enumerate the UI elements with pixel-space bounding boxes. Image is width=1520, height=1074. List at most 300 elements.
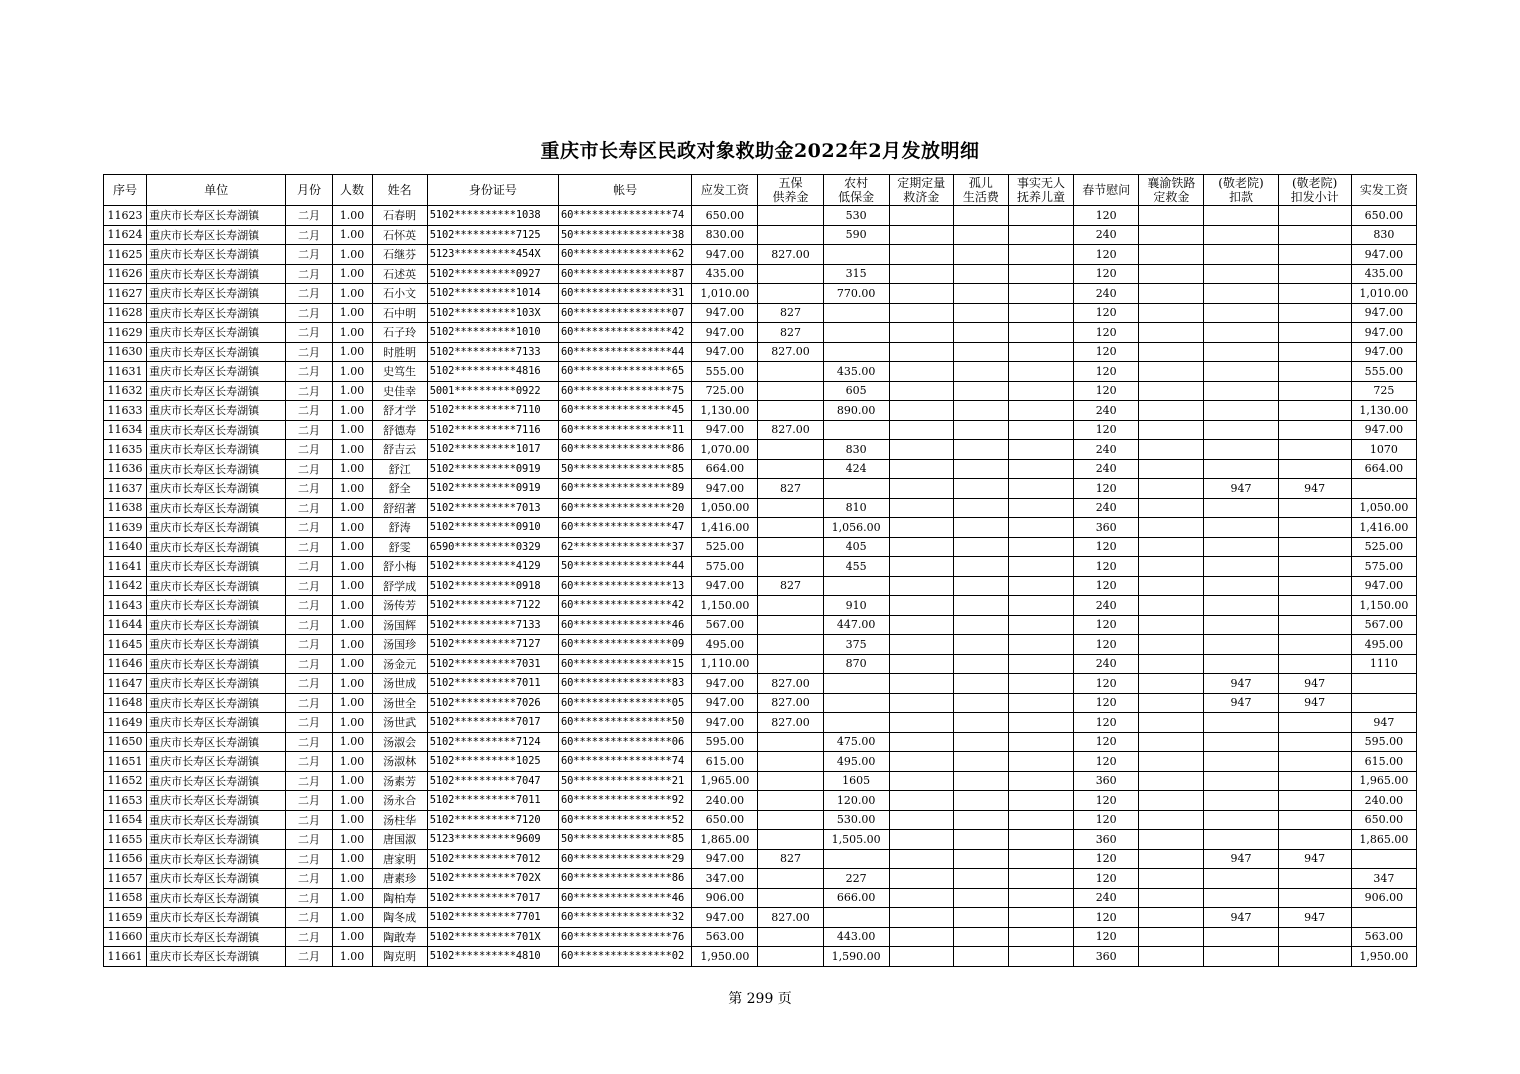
table-cell: 1,070.00 <box>692 440 758 460</box>
table-cell: 11638 <box>104 498 147 518</box>
table-cell <box>1008 342 1073 362</box>
table-cell: 827.00 <box>758 674 823 694</box>
table-cell: 1.00 <box>332 888 372 908</box>
table-cell: 11635 <box>104 440 147 460</box>
column-header <box>104 175 147 206</box>
table-cell <box>1204 420 1278 440</box>
table-cell: 1.00 <box>332 342 372 362</box>
table-cell: 1.00 <box>332 869 372 889</box>
table-cell: 60****************44 <box>559 342 692 362</box>
table-cell: 664.00 <box>692 459 758 479</box>
table-cell <box>1278 752 1351 772</box>
table-cell: 二月 <box>286 264 332 284</box>
table-cell <box>1278 869 1351 889</box>
table-cell <box>1139 459 1204 479</box>
table-cell <box>1204 362 1278 382</box>
table-cell <box>1139 245 1204 265</box>
table-cell: 60****************89 <box>559 479 692 499</box>
column-header-text: 襄渝铁路 <box>1147 176 1196 190</box>
table-cell <box>953 927 1008 947</box>
table-cell: 5102**********1010 <box>427 323 558 343</box>
table-cell <box>1204 752 1278 772</box>
table-cell: 947.00 <box>692 342 758 362</box>
column-header-text: 春节慰问 <box>1082 183 1131 197</box>
table-cell: 947.00 <box>1351 576 1416 596</box>
table-cell: 827.00 <box>758 908 823 928</box>
table-cell: 5001**********0922 <box>427 381 558 401</box>
table-cell <box>1204 537 1278 557</box>
table-cell <box>1008 245 1073 265</box>
table-cell: 1,865.00 <box>692 830 758 850</box>
table-cell: 11627 <box>104 284 147 304</box>
table-cell <box>953 420 1008 440</box>
column-header <box>692 175 758 206</box>
table-row <box>104 635 1417 655</box>
table-cell <box>953 245 1008 265</box>
table-cell: 1,010.00 <box>692 284 758 304</box>
table-cell: 二月 <box>286 459 332 479</box>
table-cell: 二月 <box>286 381 332 401</box>
table-cell: 1,150.00 <box>1351 596 1416 616</box>
table-cell: 60****************74 <box>559 752 692 772</box>
table-cell: 830 <box>1351 225 1416 245</box>
table-cell: 二月 <box>286 771 332 791</box>
table-cell: 5102**********7124 <box>427 732 558 752</box>
table-cell <box>1204 615 1278 635</box>
table-cell <box>1204 654 1278 674</box>
table-cell <box>1139 576 1204 596</box>
table-cell <box>1008 927 1073 947</box>
column-header-text: 姓名 <box>387 183 412 197</box>
table-cell <box>889 479 953 499</box>
table-cell <box>1278 596 1351 616</box>
table-cell <box>758 810 823 830</box>
table-cell: 50****************21 <box>559 771 692 791</box>
table-cell: 947 <box>1278 479 1351 499</box>
table-cell: 725.00 <box>692 381 758 401</box>
table-cell <box>1008 849 1073 869</box>
table-cell: 60****************86 <box>559 440 692 460</box>
table-cell: 5102**********7127 <box>427 635 558 655</box>
column-header <box>286 175 332 206</box>
table-cell <box>889 459 953 479</box>
table-cell: 563.00 <box>1351 927 1416 947</box>
table-cell <box>1139 771 1204 791</box>
table-cell: 陶柏寿 <box>372 888 427 908</box>
table-cell <box>889 947 953 967</box>
table-cell: 史佳幸 <box>372 381 427 401</box>
table-cell: 11640 <box>104 537 147 557</box>
table-cell: 重庆市长寿区长寿湖镇 <box>147 284 286 304</box>
table-cell: 时胜明 <box>372 342 427 362</box>
table-cell <box>1278 440 1351 460</box>
table-cell: 947.00 <box>692 420 758 440</box>
table-cell: 二月 <box>286 693 332 713</box>
table-cell: 120.00 <box>823 791 889 811</box>
table-cell: 二月 <box>286 791 332 811</box>
table-cell <box>1008 264 1073 284</box>
table-cell: 947.00 <box>692 908 758 928</box>
table-cell: 455 <box>823 557 889 577</box>
table-cell: 770.00 <box>823 284 889 304</box>
table-cell: 二月 <box>286 888 332 908</box>
table-cell: 舒德寿 <box>372 420 427 440</box>
table-cell: 5102**********103X <box>427 303 558 323</box>
table-cell: 1.00 <box>332 615 372 635</box>
table-cell: 二月 <box>286 713 332 733</box>
column-header-text: 扣发小计 <box>1290 190 1339 204</box>
table-cell <box>889 791 953 811</box>
column-header-text: 农村 <box>844 176 869 190</box>
table-cell: 5102**********0919 <box>427 479 558 499</box>
table-cell <box>1278 206 1351 226</box>
table-cell <box>758 791 823 811</box>
table-cell: 947 <box>1278 908 1351 928</box>
table-cell <box>1139 654 1204 674</box>
table-cell <box>1008 303 1073 323</box>
table-cell: 1,965.00 <box>1351 771 1416 791</box>
column-header <box>1008 175 1073 206</box>
table-cell: 120 <box>1074 791 1139 811</box>
table-row <box>104 284 1417 304</box>
table-cell: 1,416.00 <box>692 518 758 538</box>
table-cell <box>953 323 1008 343</box>
table-cell <box>758 459 823 479</box>
table-cell: 重庆市长寿区长寿湖镇 <box>147 518 286 538</box>
table-cell <box>758 206 823 226</box>
table-cell: 120 <box>1074 869 1139 889</box>
table-cell: 60****************42 <box>559 596 692 616</box>
table-cell: 120 <box>1074 849 1139 869</box>
table-cell: 石春明 <box>372 206 427 226</box>
table-cell: 60****************06 <box>559 732 692 752</box>
table-cell <box>1278 245 1351 265</box>
table-cell: 120 <box>1074 342 1139 362</box>
table-cell: 1.00 <box>332 518 372 538</box>
table-cell: 525.00 <box>1351 537 1416 557</box>
table-cell <box>889 908 953 928</box>
table-cell: 650.00 <box>1351 810 1416 830</box>
table-cell: 947.00 <box>692 303 758 323</box>
table-cell <box>1204 596 1278 616</box>
table-cell <box>1008 440 1073 460</box>
table-cell <box>1204 225 1278 245</box>
table-cell: 947.00 <box>1351 245 1416 265</box>
table-cell: 347.00 <box>692 869 758 889</box>
table-cell <box>953 576 1008 596</box>
table-row <box>104 401 1417 421</box>
table-cell: 1,505.00 <box>823 830 889 850</box>
table-cell <box>1204 869 1278 889</box>
table-cell <box>1008 674 1073 694</box>
table-cell: 石小文 <box>372 284 427 304</box>
table-cell <box>823 323 889 343</box>
table-row <box>104 381 1417 401</box>
table-cell: 60****************52 <box>559 810 692 830</box>
table-row <box>104 596 1417 616</box>
table-cell <box>823 908 889 928</box>
table-cell: 830 <box>823 440 889 460</box>
table-cell: 5102**********7011 <box>427 674 558 694</box>
table-cell <box>1008 323 1073 343</box>
table-cell <box>1139 869 1204 889</box>
table-cell: 舒绍著 <box>372 498 427 518</box>
table-cell <box>889 771 953 791</box>
table-cell <box>1139 479 1204 499</box>
table-cell: 1,110.00 <box>692 654 758 674</box>
relief-payment-table <box>103 174 1417 967</box>
table-cell: 563.00 <box>692 927 758 947</box>
table-cell <box>758 518 823 538</box>
table-cell <box>1139 927 1204 947</box>
table-cell: 二月 <box>286 596 332 616</box>
table-cell: 5102**********7017 <box>427 713 558 733</box>
table-cell: 11630 <box>104 342 147 362</box>
table-cell <box>1278 264 1351 284</box>
table-cell: 240 <box>1074 284 1139 304</box>
table-cell: 906.00 <box>1351 888 1416 908</box>
table-cell <box>1139 537 1204 557</box>
table-cell: 555.00 <box>1351 362 1416 382</box>
table-cell: 890.00 <box>823 401 889 421</box>
table-cell: 1.00 <box>332 245 372 265</box>
table-cell: 447.00 <box>823 615 889 635</box>
column-header <box>332 175 372 206</box>
table-cell: 947.00 <box>1351 303 1416 323</box>
table-cell <box>823 576 889 596</box>
table-cell <box>1278 771 1351 791</box>
column-header <box>1278 175 1351 206</box>
table-cell: 1.00 <box>332 401 372 421</box>
table-cell: 827 <box>758 303 823 323</box>
table-cell: 重庆市长寿区长寿湖镇 <box>147 342 286 362</box>
table-cell: 360 <box>1074 518 1139 538</box>
table-cell: 11651 <box>104 752 147 772</box>
table-cell: 1,416.00 <box>1351 518 1416 538</box>
table-cell: 11646 <box>104 654 147 674</box>
table-cell: 60****************11 <box>559 420 692 440</box>
table-cell: 947 <box>1204 849 1278 869</box>
table-cell: 60****************13 <box>559 576 692 596</box>
table-cell <box>823 420 889 440</box>
table-row <box>104 537 1417 557</box>
table-cell: 947 <box>1204 674 1278 694</box>
table-cell: 舒小梅 <box>372 557 427 577</box>
table-cell: 舒江 <box>372 459 427 479</box>
table-cell: 424 <box>823 459 889 479</box>
table-cell: 947.00 <box>1351 323 1416 343</box>
table-cell: 重庆市长寿区长寿湖镇 <box>147 927 286 947</box>
column-header <box>1139 175 1204 206</box>
table-cell <box>1204 284 1278 304</box>
table-cell: 827 <box>758 576 823 596</box>
table-cell: 1.00 <box>332 596 372 616</box>
table-cell <box>953 401 1008 421</box>
table-cell <box>953 635 1008 655</box>
table-cell <box>1008 381 1073 401</box>
table-cell: 664.00 <box>1351 459 1416 479</box>
table-cell: 11636 <box>104 459 147 479</box>
table-cell: 910 <box>823 596 889 616</box>
table-cell: 重庆市长寿区长寿湖镇 <box>147 615 286 635</box>
table-cell: 汤永合 <box>372 791 427 811</box>
table-cell: 567.00 <box>692 615 758 635</box>
table-cell: 5102**********701X <box>427 927 558 947</box>
table-cell <box>1139 635 1204 655</box>
table-cell <box>758 771 823 791</box>
table-cell: 530 <box>823 206 889 226</box>
table-cell: 120 <box>1074 557 1139 577</box>
table-cell <box>1278 498 1351 518</box>
table-cell: 947 <box>1204 693 1278 713</box>
table-cell <box>1008 908 1073 928</box>
table-cell <box>889 635 953 655</box>
table-cell: 120 <box>1074 927 1139 947</box>
table-cell: 60****************05 <box>559 693 692 713</box>
table-cell: 1.00 <box>332 576 372 596</box>
table-cell: 11649 <box>104 713 147 733</box>
table-cell: 二月 <box>286 225 332 245</box>
table-cell: 1,130.00 <box>692 401 758 421</box>
table-cell: 11631 <box>104 362 147 382</box>
table-cell: 1.00 <box>332 810 372 830</box>
table-cell <box>953 908 1008 928</box>
table-row <box>104 303 1417 323</box>
table-cell: 615.00 <box>692 752 758 772</box>
table-cell: 435.00 <box>692 264 758 284</box>
table-cell: 汤淑会 <box>372 732 427 752</box>
table-cell <box>1139 713 1204 733</box>
table-cell <box>889 674 953 694</box>
table-cell <box>889 869 953 889</box>
column-header <box>953 175 1008 206</box>
table-header-row <box>104 175 1417 206</box>
table-cell <box>953 479 1008 499</box>
table-cell: 重庆市长寿区长寿湖镇 <box>147 264 286 284</box>
table-cell: 二月 <box>286 849 332 869</box>
table-cell: 240 <box>1074 459 1139 479</box>
table-cell <box>953 518 1008 538</box>
table-cell <box>1008 576 1073 596</box>
table-cell <box>1139 732 1204 752</box>
table-cell: 11643 <box>104 596 147 616</box>
table-cell <box>1008 557 1073 577</box>
table-cell: 947.00 <box>692 323 758 343</box>
table-cell <box>1351 849 1416 869</box>
table-row <box>104 849 1417 869</box>
table-cell: 1.00 <box>332 908 372 928</box>
table-cell <box>1139 693 1204 713</box>
table-cell: 6590**********0329 <box>427 537 558 557</box>
table-cell <box>1008 693 1073 713</box>
table-cell: 11626 <box>104 264 147 284</box>
table-cell <box>1008 362 1073 382</box>
table-cell: 11657 <box>104 869 147 889</box>
table-cell: 舒雯 <box>372 537 427 557</box>
table-cell: 575.00 <box>1351 557 1416 577</box>
table-cell: 360 <box>1074 830 1139 850</box>
table-cell <box>1139 342 1204 362</box>
table-cell: 120 <box>1074 693 1139 713</box>
column-header-text: 低保金 <box>838 190 875 204</box>
table-cell: 11650 <box>104 732 147 752</box>
table-cell <box>758 596 823 616</box>
table-cell: 60****************62 <box>559 245 692 265</box>
table-cell: 5102**********7125 <box>427 225 558 245</box>
table-cell: 595.00 <box>692 732 758 752</box>
table-cell: 重庆市长寿区长寿湖镇 <box>147 947 286 967</box>
table-cell: 1.00 <box>332 674 372 694</box>
table-cell: 50****************44 <box>559 557 692 577</box>
table-cell <box>1008 869 1073 889</box>
table-cell: 重庆市长寿区长寿湖镇 <box>147 830 286 850</box>
table-cell <box>1278 518 1351 538</box>
column-header-text: 月份 <box>296 183 321 197</box>
table-cell <box>1008 752 1073 772</box>
table-cell <box>1204 888 1278 908</box>
table-cell: 二月 <box>286 440 332 460</box>
table-cell <box>889 713 953 733</box>
table-cell: 810 <box>823 498 889 518</box>
table-cell: 二月 <box>286 752 332 772</box>
table-cell <box>758 537 823 557</box>
table-cell <box>758 830 823 850</box>
table-cell <box>953 849 1008 869</box>
table-cell: 947.00 <box>1351 342 1416 362</box>
table-cell: 重庆市长寿区长寿湖镇 <box>147 362 286 382</box>
table-row <box>104 518 1417 538</box>
table-row <box>104 693 1417 713</box>
table-row <box>104 713 1417 733</box>
table-cell: 1.00 <box>332 264 372 284</box>
table-cell: 60****************92 <box>559 791 692 811</box>
table-cell <box>953 771 1008 791</box>
table-cell: 二月 <box>286 323 332 343</box>
table-cell: 1.00 <box>332 537 372 557</box>
table-cell <box>889 518 953 538</box>
table-cell <box>1278 830 1351 850</box>
table-cell <box>823 713 889 733</box>
table-cell: 石中明 <box>372 303 427 323</box>
table-cell: 120 <box>1074 303 1139 323</box>
table-cell: 120 <box>1074 615 1139 635</box>
table-cell <box>1008 479 1073 499</box>
table-cell <box>823 245 889 265</box>
table-cell <box>953 888 1008 908</box>
table-cell <box>758 225 823 245</box>
table-cell <box>1204 206 1278 226</box>
table-cell: 827.00 <box>758 713 823 733</box>
table-cell: 5102**********0919 <box>427 459 558 479</box>
table-row <box>104 498 1417 518</box>
table-cell: 567.00 <box>1351 615 1416 635</box>
table-cell: 120 <box>1074 537 1139 557</box>
table-cell <box>1278 459 1351 479</box>
table-cell <box>1139 791 1204 811</box>
table-cell: 120 <box>1074 732 1139 752</box>
table-cell <box>1351 479 1416 499</box>
table-cell: 827.00 <box>758 420 823 440</box>
table-row <box>104 752 1417 772</box>
table-cell <box>823 674 889 694</box>
table-cell <box>1008 635 1073 655</box>
table-cell <box>823 342 889 362</box>
table-cell: 汤金元 <box>372 654 427 674</box>
column-header-text: 扣款 <box>1228 190 1253 204</box>
table-row <box>104 810 1417 830</box>
table-cell: 二月 <box>286 518 332 538</box>
table-cell <box>1204 830 1278 850</box>
